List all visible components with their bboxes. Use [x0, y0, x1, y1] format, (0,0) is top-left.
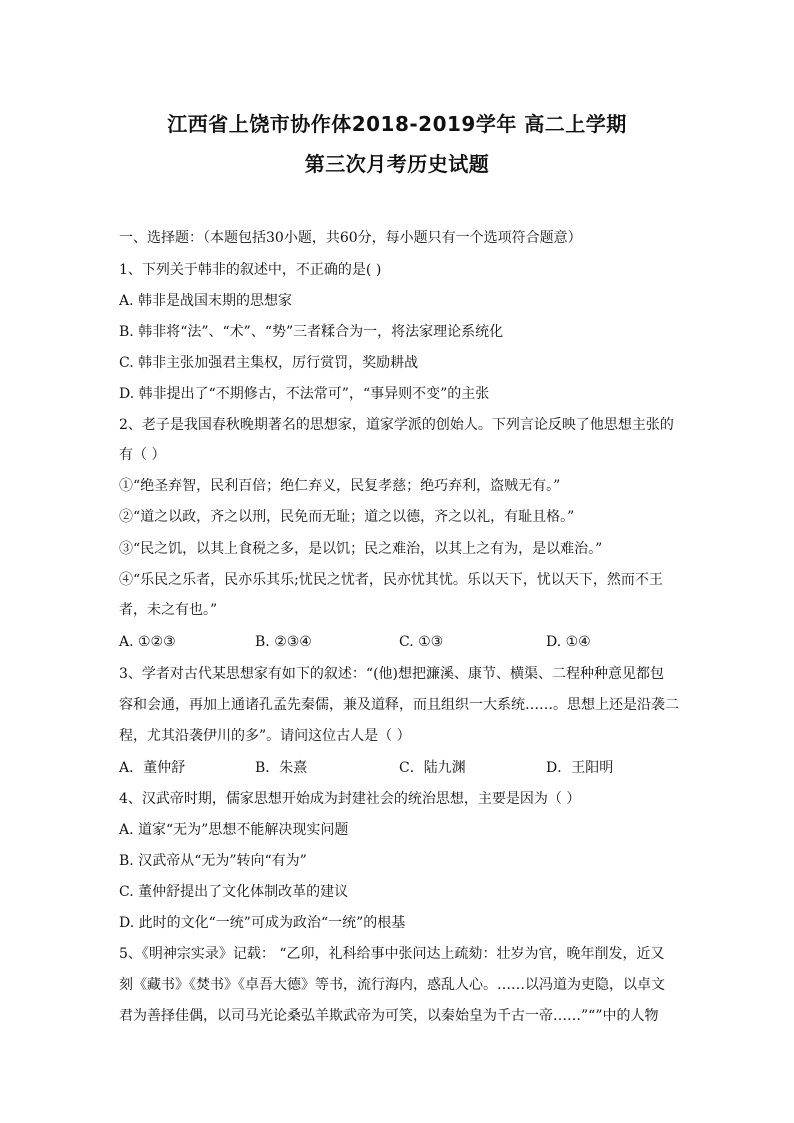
question-1-option-a: A. 韩非是战国末期的思想家: [119, 293, 293, 309]
question-2-stem-line-2: 有（ ）: [119, 447, 166, 463]
question-2-option-b: B. ②③④: [255, 634, 312, 650]
question-2-statement-4-line-1: ④“乐民之乐者，民亦乐其乐;忧民之忧者，民亦忧其忧。乐以天下，忧以天下，然而不王: [119, 572, 663, 588]
question-2-option-a: A. ①②③: [119, 634, 176, 650]
question-3-option-a: A．董仲舒: [119, 760, 186, 776]
question-5-line-2: 刻《藏书》《焚书》《卓吾大德》等书，流行海内，惑乱人心。……以冯道为吏隐，以卓文: [119, 977, 665, 993]
question-2-option-c: C. ①③: [399, 634, 444, 650]
question-5-line-1: 5、《明神宗实录》记载： “乙卯，礼科给事中张问达上疏劾：壮岁为官，晚年削发，近又: [119, 946, 665, 962]
question-3-stem-line-3: 程，尤其沿袭伊川的多”。请问这位古人是（ ）: [119, 728, 411, 744]
question-3-stem-line-2: 容和会通，再加上通诸孔孟先秦儒，兼及道释，而且组织一大系统……。思想上还是沿袭二: [119, 697, 679, 713]
question-2-stem-line-1: 2、老子是我国春秋晚期著名的思想家，道家学派的创始人。下列言论反映了他思想主张的: [119, 417, 674, 433]
question-3-option-c: C．陆九渊: [399, 760, 466, 776]
question-4-stem: 4、汉武帝时期，儒家思想开始成为封建社会的统治思想，主要是因为（ ）: [119, 791, 581, 807]
question-5-line-3: 君为善择佳偶，以司马光论桑弘羊欺武帝为可笑，以秦始皇为千古一帝……”“”中的人物: [119, 1008, 659, 1024]
question-3-option-b: B．朱熹: [255, 760, 308, 776]
question-4-option-c: C. 董仲舒提出了文化体制改革的建议: [119, 884, 349, 900]
question-3-option-d: D．王阳明: [546, 760, 614, 776]
question-2-statement-4-line-2: 者，未之有也。”: [119, 602, 218, 618]
page-title-line-1: 江西省上饶市协作体2018-2019学年 高二上学期: [167, 112, 627, 136]
question-2-statement-3: ③“民之饥，以其上食税之多，是以饥；民之难治，以其上之有为，是以难治。”: [119, 541, 603, 557]
page-title-line-2: 第三次月考历史试题: [304, 152, 490, 176]
question-1-stem: 1、下列关于韩非的叙述中，不正确的是( ): [119, 262, 382, 278]
question-2-option-d: D. ①④: [546, 634, 591, 650]
question-1-option-b: B. 韩非将“法”、“术”、“势”三者糅合为一，将法家理论系统化: [119, 324, 504, 340]
section-heading: 一、选择题：（本题包括30小题，共60分，每小题只有一个选项符合题意）: [119, 230, 582, 246]
question-1-option-c: C. 韩非主张加强君主集权，厉行赏罚，奖励耕战: [119, 355, 419, 371]
question-1-option-d: D. 韩非提出了“不期修古，不法常可”，“事异则不变”的主张: [119, 386, 490, 402]
question-3-stem-line-1: 3、学者对古代某思想家有如下的叙述：“(他)想把濂溪、康节、横渠、二程种种意见都包: [119, 666, 664, 682]
question-2-statement-1: ①“绝圣弃智，民利百倍；绝仁弃义，民复孝慈；绝巧弃利，盗贼无有。”: [119, 478, 561, 494]
question-4-option-b: B. 汉武帝从“无为”转向“有为”: [119, 853, 307, 869]
question-2-statement-2: ②“道之以政，齐之以刑，民免而无耻；道之以德，齐之以礼，有耻且格。”: [119, 509, 575, 525]
question-4-option-a: A. 道家“无为”思想不能解决现实问题: [119, 822, 349, 838]
question-4-option-d: D. 此时的文化“一统”可成为政治“一统”的根基: [119, 915, 406, 931]
